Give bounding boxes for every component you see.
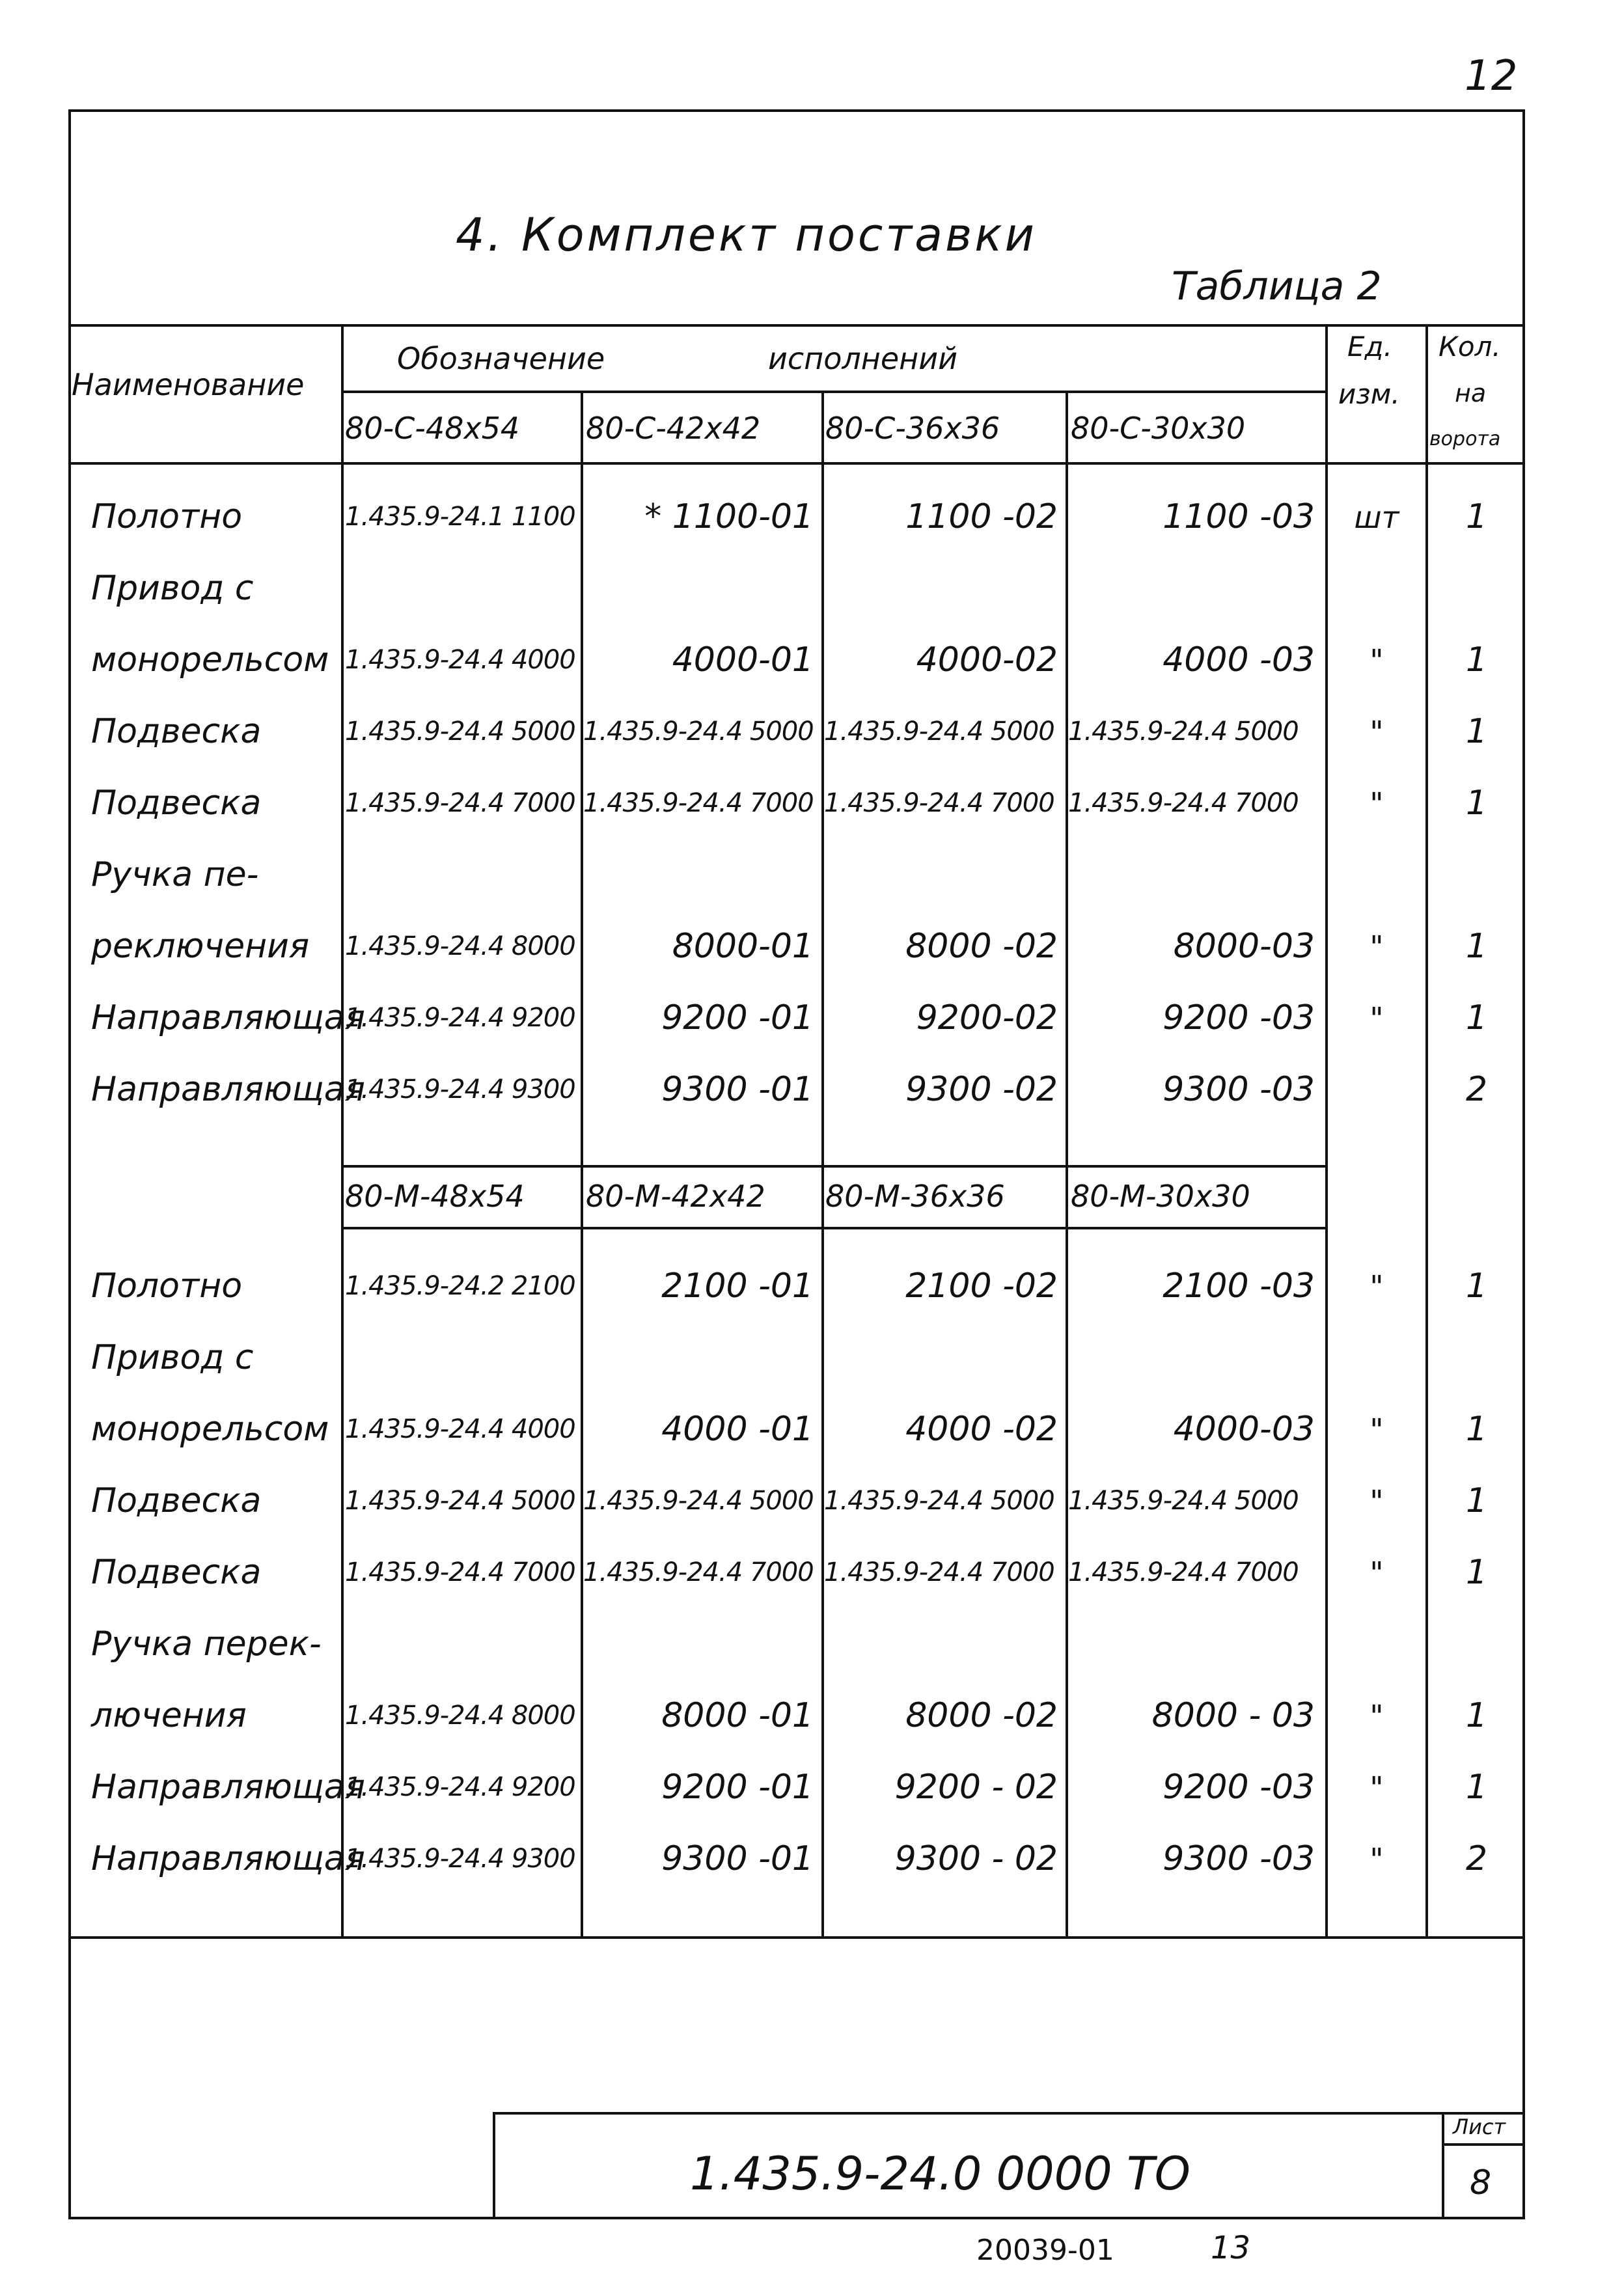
row-designation-4: 9300 -03 bbox=[1163, 1839, 1315, 1878]
header-executions: исполнений bbox=[768, 341, 958, 376]
row-designation-2: 2100 -01 bbox=[661, 1267, 814, 1306]
row-designation-1: 1.435.9-24.4 9200 bbox=[345, 1772, 575, 1802]
row-designation-2: 1.435.9-24.4 7000 bbox=[583, 1557, 814, 1587]
row-designation-2: * 1100-01 bbox=[644, 497, 814, 536]
section-title: 4. Комплект поставки bbox=[456, 208, 1038, 262]
row-quantity: 2 bbox=[1465, 1839, 1488, 1878]
page-number: 12 bbox=[1465, 52, 1518, 100]
row-designation-4: 2100 -03 bbox=[1163, 1267, 1315, 1306]
row-quantity: 1 bbox=[1465, 1267, 1488, 1306]
row-name: Направляющая bbox=[91, 1768, 365, 1807]
row-quantity: 1 bbox=[1465, 1696, 1488, 1735]
row-name: Полотно bbox=[91, 497, 243, 536]
header-unit-2: изм. bbox=[1338, 378, 1400, 410]
sheet-number: 8 bbox=[1470, 2163, 1492, 2202]
variant-header: 80-С-36х36 bbox=[825, 411, 1000, 446]
row-quantity: 1 bbox=[1465, 927, 1488, 966]
table-label: Таблица 2 bbox=[1172, 264, 1382, 309]
row-designation-3: 9300 -02 bbox=[905, 1070, 1058, 1109]
header-qty-2: на bbox=[1455, 379, 1487, 407]
row-designation-4: 4000 -03 bbox=[1163, 640, 1315, 679]
row-designation-2: 4000 -01 bbox=[661, 1410, 814, 1449]
row-unit: " bbox=[1369, 1269, 1384, 1304]
document-code: 1.435.9-24.0 0000 ТО bbox=[690, 2147, 1190, 2200]
row-designation-1: 1.435.9-24.4 7000 bbox=[345, 788, 575, 818]
row-unit: " bbox=[1369, 929, 1384, 965]
row-designation-4: 9200 -03 bbox=[1163, 1768, 1315, 1807]
header-name: Наименование bbox=[72, 367, 305, 402]
page-frame bbox=[68, 109, 1525, 2219]
row-unit: " bbox=[1369, 1001, 1384, 1036]
archive-sheet: 13 bbox=[1211, 2230, 1251, 2266]
row-designation-1: 1.435.9-24.4 9300 bbox=[345, 1075, 575, 1104]
variant-header: 80-С-48х54 bbox=[345, 411, 520, 446]
row-unit: " bbox=[1369, 715, 1384, 750]
row-quantity: 1 bbox=[1465, 1410, 1488, 1449]
row-designation-1: 1.435.9-24.4 9200 bbox=[345, 1003, 575, 1033]
header-unit-1: Ед. bbox=[1347, 331, 1392, 363]
row-designation-3: 4000-02 bbox=[916, 640, 1058, 679]
header-designation: Обозначение bbox=[397, 341, 605, 376]
row-name: Направляющая bbox=[91, 1070, 365, 1109]
row-designation-1: 1.435.9-24.4 7000 bbox=[345, 1557, 575, 1587]
row-designation-1: 1.435.9-24.1 1100 bbox=[345, 502, 575, 532]
variant-header: 80-С-42х42 bbox=[586, 411, 761, 446]
row-designation-4: 1.435.9-24.4 7000 bbox=[1068, 1557, 1299, 1587]
row-designation-4: 9200 -03 bbox=[1163, 998, 1315, 1037]
row-designation-4: 1100 -03 bbox=[1163, 497, 1315, 536]
row-name: Подвеска bbox=[91, 712, 262, 751]
row-name: монорельсом bbox=[91, 1410, 329, 1449]
row-designation-3: 9200 - 02 bbox=[894, 1768, 1058, 1807]
row-designation-3: 1.435.9-24.4 7000 bbox=[824, 788, 1054, 818]
row-designation-1: 1.435.9-24.4 5000 bbox=[345, 717, 575, 747]
row-name: Направляющая bbox=[91, 998, 365, 1037]
row-name: реключения bbox=[91, 927, 310, 966]
row-name: Направляющая bbox=[91, 1839, 365, 1878]
row-quantity: 1 bbox=[1465, 1481, 1488, 1520]
row-designation-3: 1.435.9-24.4 7000 bbox=[824, 1557, 1054, 1587]
row-designation-1: 1.435.9-24.4 4000 bbox=[345, 645, 575, 675]
row-name: Подвеска bbox=[91, 1553, 262, 1592]
row-name: Полотно bbox=[91, 1267, 243, 1306]
row-quantity: 1 bbox=[1465, 998, 1488, 1037]
row-designation-3: 1.435.9-24.4 5000 bbox=[824, 1486, 1054, 1516]
row-designation-1: 1.435.9-24.2 2100 bbox=[345, 1271, 575, 1301]
row-designation-4: 8000-03 bbox=[1173, 927, 1315, 966]
row-name: лючения bbox=[91, 1696, 247, 1735]
row-designation-2: 8000-01 bbox=[672, 927, 814, 966]
row-name: Ручка пе- bbox=[91, 855, 259, 894]
row-designation-4: 1.435.9-24.4 5000 bbox=[1068, 1486, 1299, 1516]
row-quantity: 1 bbox=[1465, 784, 1488, 823]
row-name: Ручка перек- bbox=[91, 1624, 322, 1664]
variant-header: 80-М-48х54 bbox=[345, 1179, 525, 1214]
row-designation-2: 1.435.9-24.4 5000 bbox=[583, 1486, 814, 1516]
row-designation-4: 1.435.9-24.4 7000 bbox=[1068, 788, 1299, 818]
row-designation-4: 9300 -03 bbox=[1163, 1070, 1315, 1109]
variant-header: 80-М-42х42 bbox=[586, 1179, 765, 1214]
row-name: Подвеска bbox=[91, 784, 262, 823]
row-designation-3: 8000 -02 bbox=[905, 1696, 1058, 1735]
row-name: Привод с bbox=[91, 569, 254, 608]
variant-header: 80-М-30х30 bbox=[1071, 1179, 1250, 1214]
row-designation-3: 2100 -02 bbox=[905, 1267, 1058, 1306]
row-unit: " bbox=[1369, 643, 1384, 678]
row-quantity: 1 bbox=[1465, 1553, 1488, 1592]
row-designation-1: 1.435.9-24.4 5000 bbox=[345, 1486, 575, 1516]
header-qty-3: ворота bbox=[1429, 428, 1501, 450]
row-designation-3: 8000 -02 bbox=[905, 927, 1058, 966]
row-designation-1: 1.435.9-24.4 8000 bbox=[345, 1701, 575, 1731]
row-designation-1: 1.435.9-24.4 8000 bbox=[345, 931, 575, 961]
row-designation-4: 1.435.9-24.4 5000 bbox=[1068, 717, 1299, 747]
row-designation-3: 9300 - 02 bbox=[894, 1839, 1058, 1878]
row-quantity: 1 bbox=[1465, 640, 1488, 679]
row-designation-2: 9200 -01 bbox=[661, 1768, 814, 1807]
row-quantity: 1 bbox=[1465, 497, 1488, 536]
row-name: Привод с bbox=[91, 1338, 254, 1377]
row-unit: " bbox=[1369, 1770, 1384, 1805]
header-qty-1: Кол. bbox=[1438, 331, 1501, 363]
variant-header: 80-С-30х30 bbox=[1071, 411, 1246, 446]
row-designation-4: 8000 - 03 bbox=[1151, 1696, 1315, 1735]
row-quantity: 2 bbox=[1465, 1070, 1488, 1109]
row-designation-2: 1.435.9-24.4 5000 bbox=[583, 717, 814, 747]
row-designation-3: 1100 -02 bbox=[905, 497, 1058, 536]
row-name: Подвеска bbox=[91, 1481, 262, 1520]
row-unit: " bbox=[1369, 1842, 1384, 1877]
row-designation-2: 1.435.9-24.4 7000 bbox=[583, 788, 814, 818]
row-designation-3: 1.435.9-24.4 5000 bbox=[824, 717, 1054, 747]
row-designation-4: 4000-03 bbox=[1173, 1410, 1315, 1449]
row-unit: шт bbox=[1354, 500, 1399, 535]
row-designation-2: 4000-01 bbox=[672, 640, 814, 679]
variant-header: 80-М-36х36 bbox=[825, 1179, 1005, 1214]
row-name: монорельсом bbox=[91, 640, 329, 679]
row-designation-1: 1.435.9-24.4 9300 bbox=[345, 1844, 575, 1874]
row-unit: " bbox=[1369, 786, 1384, 821]
row-designation-2: 8000 -01 bbox=[661, 1696, 814, 1735]
row-designation-2: 9200 -01 bbox=[661, 998, 814, 1037]
archive-number: 20039-01 bbox=[976, 2234, 1114, 2267]
row-unit: " bbox=[1369, 1484, 1384, 1519]
row-quantity: 1 bbox=[1465, 712, 1488, 751]
row-designation-3: 9200-02 bbox=[916, 998, 1058, 1037]
row-designation-2: 9300 -01 bbox=[661, 1839, 814, 1878]
row-designation-1: 1.435.9-24.4 4000 bbox=[345, 1414, 575, 1444]
row-unit: " bbox=[1369, 1556, 1384, 1591]
row-unit: " bbox=[1369, 1699, 1384, 1734]
row-unit: " bbox=[1369, 1412, 1384, 1447]
row-designation-2: 9300 -01 bbox=[661, 1070, 814, 1109]
sheet-label: Лист bbox=[1453, 2115, 1506, 2139]
row-designation-3: 4000 -02 bbox=[905, 1410, 1058, 1449]
row-quantity: 1 bbox=[1465, 1768, 1488, 1807]
